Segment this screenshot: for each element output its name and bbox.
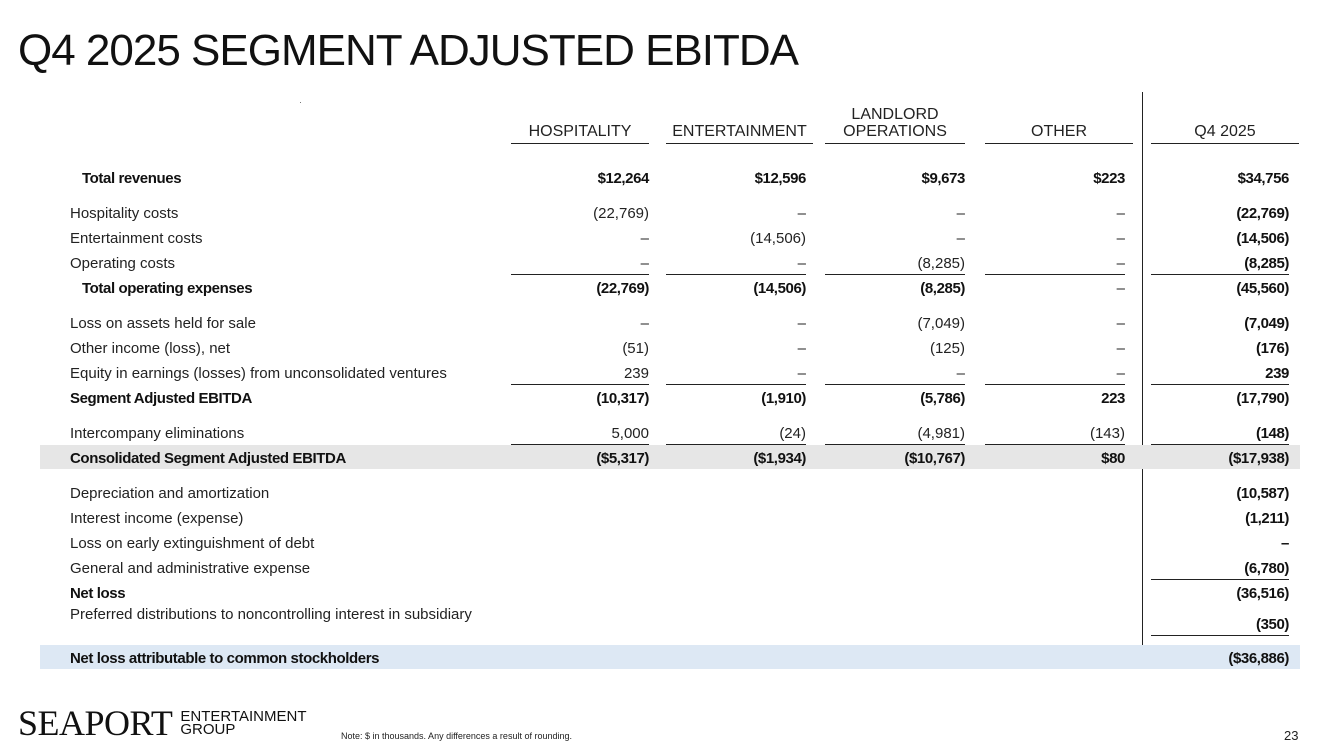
cell-landlord: ($10,767) bbox=[904, 450, 965, 467]
company-logo bbox=[18, 703, 307, 743]
column-header-hospitality: HOSPITALITY bbox=[511, 104, 649, 144]
cell-total: (7,049) bbox=[1244, 315, 1289, 332]
page-title: Q4 2025 SEGMENT ADJUSTED EBITDA bbox=[18, 26, 798, 75]
row-label: Total revenues bbox=[82, 170, 182, 187]
cell-total: (8,285) bbox=[1151, 255, 1289, 275]
cell-hospitality: 239 bbox=[511, 365, 649, 385]
cell-landlord: (4,981) bbox=[825, 425, 965, 445]
row-label: Equity in earnings (losses) from unconsolidated ventures bbox=[70, 365, 447, 382]
table-row-interest-income bbox=[0, 506, 1333, 530]
cell-landlord: (125) bbox=[929, 340, 965, 357]
table-row-segment-adjusted-ebitda bbox=[0, 386, 1333, 410]
row-label: Depreciation and amortization bbox=[70, 485, 270, 502]
cell-other: – bbox=[1116, 230, 1125, 247]
table-row-entertainment-costs bbox=[0, 226, 1333, 250]
cell-entertainment: – bbox=[666, 255, 806, 275]
cell-landlord: – bbox=[956, 230, 965, 247]
cell-total: (350) bbox=[1151, 616, 1289, 636]
cell-entertainment: (14,506) bbox=[750, 230, 806, 247]
cell-landlord: (7,049) bbox=[917, 315, 965, 332]
cell-entertainment: – bbox=[666, 365, 806, 385]
cell-other: – bbox=[1116, 315, 1125, 332]
table-row-operating-costs bbox=[0, 251, 1333, 275]
cell-total: 239 bbox=[1151, 365, 1289, 385]
cell-total: (36,516) bbox=[1236, 585, 1289, 602]
table-row-consolidated-segment-adjusted-ebitda bbox=[0, 446, 1333, 470]
cell-other: $223 bbox=[1093, 170, 1125, 187]
cell-total: (17,790) bbox=[1236, 390, 1289, 407]
row-label: Net loss bbox=[70, 585, 126, 602]
row-label: General and administrative expense bbox=[70, 560, 311, 577]
column-header-other: OTHER bbox=[985, 104, 1133, 144]
cell-hospitality: (22,769) bbox=[593, 205, 649, 222]
cell-total: ($36,886) bbox=[1228, 650, 1289, 667]
cell-entertainment: (14,506) bbox=[753, 280, 806, 297]
cell-total: (176) bbox=[1255, 340, 1289, 357]
row-label: Operating costs bbox=[70, 255, 176, 272]
cell-total: (22,769) bbox=[1236, 205, 1289, 222]
row-label: Loss on assets held for sale bbox=[70, 315, 256, 332]
row-label: Loss on early extinguishment of debt bbox=[70, 535, 315, 552]
cell-total: – bbox=[1281, 535, 1289, 552]
cell-hospitality: (22,769) bbox=[596, 280, 649, 297]
cell-landlord: (8,285) bbox=[825, 255, 965, 275]
table-row-loss-on-assets bbox=[0, 311, 1333, 335]
cell-landlord: (5,786) bbox=[920, 390, 965, 407]
cell-entertainment: (24) bbox=[666, 425, 806, 445]
cell-other: – bbox=[1116, 205, 1125, 222]
cell-entertainment: $12,596 bbox=[754, 170, 806, 187]
cell-landlord: $9,673 bbox=[921, 170, 965, 187]
table-row-intercompany-eliminations bbox=[0, 421, 1333, 445]
row-label: Interest income (expense) bbox=[70, 510, 244, 527]
cell-total: (45,560) bbox=[1236, 280, 1289, 297]
cell-hospitality: $12,264 bbox=[597, 170, 649, 187]
cell-other: – bbox=[1116, 280, 1125, 297]
cell-other: – bbox=[985, 255, 1125, 275]
cell-entertainment: (1,910) bbox=[761, 390, 806, 407]
row-label: Entertainment costs bbox=[70, 230, 203, 247]
logo-subtitle: ENTERTAINMENT GROUP bbox=[180, 708, 307, 738]
column-header-landlord-operations: LANDLORD OPERATIONS bbox=[825, 104, 965, 144]
cell-hospitality: – bbox=[640, 230, 649, 247]
table-row-other-income bbox=[0, 336, 1333, 360]
row-label: Net loss attributable to common stockholders bbox=[70, 650, 380, 667]
logo-wordmark: SEAPORT bbox=[18, 703, 173, 743]
cell-landlord: – bbox=[956, 205, 965, 222]
cell-entertainment: – bbox=[797, 315, 806, 332]
cell-hospitality: – bbox=[511, 255, 649, 275]
footnote: Note: $ in thousands. Any differences a result of rounding. bbox=[341, 731, 572, 741]
cell-entertainment: – bbox=[797, 205, 806, 222]
column-header-q4-2025: Q4 2025 bbox=[1151, 104, 1299, 144]
cell-other: $80 bbox=[1101, 450, 1125, 467]
row-label: Hospitality costs bbox=[70, 205, 179, 222]
table-row-loss-on-extinguishment bbox=[0, 531, 1333, 555]
row-label: Other income (loss), net bbox=[70, 340, 231, 357]
cell-entertainment: – bbox=[797, 340, 806, 357]
table-row-equity-in-earnings bbox=[0, 361, 1333, 385]
cell-hospitality: (51) bbox=[622, 340, 649, 357]
cell-landlord: – bbox=[825, 365, 965, 385]
cell-hospitality: ($5,317) bbox=[596, 450, 649, 467]
cell-total: (6,780) bbox=[1151, 560, 1289, 580]
row-label-preferred-distributions: Preferred distributions to noncontrolling interest in subsidiary bbox=[70, 606, 472, 623]
table-row-total-operating-expenses bbox=[0, 276, 1333, 300]
cell-total: (14,506) bbox=[1236, 230, 1289, 247]
cell-total: (1,211) bbox=[1245, 510, 1289, 527]
row-label: Consolidated Segment Adjusted EBITDA bbox=[70, 450, 346, 467]
cell-hospitality: 5,000 bbox=[511, 425, 649, 445]
cell-other: – bbox=[1116, 340, 1125, 357]
table-row-hospitality-costs bbox=[0, 201, 1333, 225]
table-row-net-loss-common-stockholders bbox=[0, 646, 1333, 670]
page-number: 23 bbox=[1284, 728, 1299, 743]
row-label: Intercompany eliminations bbox=[70, 425, 245, 442]
cell-entertainment: ($1,934) bbox=[753, 450, 806, 467]
table-row-depreciation bbox=[0, 481, 1333, 505]
cell-other: – bbox=[985, 365, 1125, 385]
cell-total: ($17,938) bbox=[1228, 450, 1289, 467]
cell-other: (143) bbox=[985, 425, 1125, 445]
cell-total: (10,587) bbox=[1236, 485, 1289, 502]
table-row-total-revenues bbox=[0, 166, 1333, 190]
row-label: Total operating expenses bbox=[82, 280, 253, 297]
table-row-preferred-distributions bbox=[0, 612, 1333, 636]
cell-other: 223 bbox=[1101, 390, 1125, 407]
decorative-dot bbox=[300, 102, 301, 103]
table-row-general-admin bbox=[0, 556, 1333, 580]
cell-hospitality: – bbox=[640, 315, 649, 332]
cell-total: (148) bbox=[1151, 425, 1289, 445]
cell-landlord: (8,285) bbox=[920, 280, 965, 297]
table-row-net-loss bbox=[0, 581, 1333, 605]
cell-total: $34,756 bbox=[1237, 170, 1289, 187]
row-label: Segment Adjusted EBITDA bbox=[70, 390, 252, 407]
column-header-entertainment: ENTERTAINMENT bbox=[666, 104, 813, 144]
cell-hospitality: (10,317) bbox=[596, 390, 649, 407]
